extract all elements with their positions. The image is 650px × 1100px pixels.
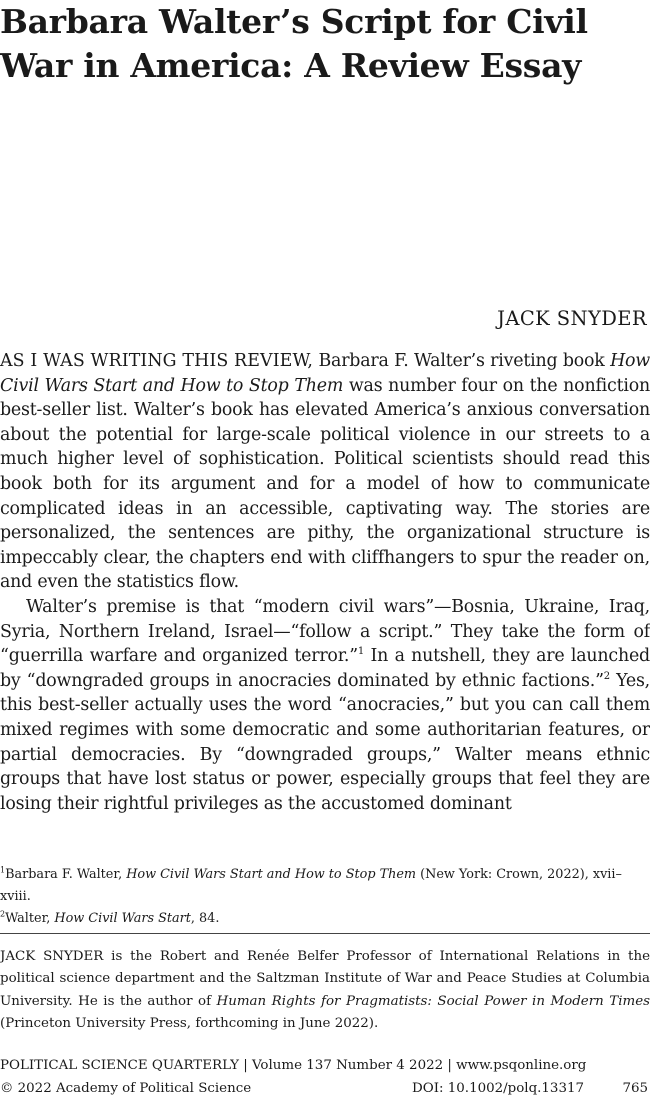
page-number: 765 xyxy=(622,1081,648,1096)
paragraph-2-text-a: Walter’s premise is that “modern civil wars”—Bosnia, Ukraine, Iraq, Syria, Northern Ireland, Israel—“follow a script.” They take the form of “guerrilla warfare and organized terror.” xyxy=(0,596,650,667)
doi-link[interactable]: DOI: 10.1002/polq.13317 xyxy=(412,1081,584,1096)
footnote-ref-1[interactable]: 1 xyxy=(357,646,365,658)
footnotes xyxy=(0,864,650,930)
paragraph-1-text-b: was number four on the nonfiction best-seller list. Walter’s book has elevated America’s anxious conversation about the potential for large-scale political violence in our streets to a much higher level of sophistication. Political scientists should read this book both for its argument and for a model of how to communicate complicated ideas in an accessible, captivating way. The stories are personalized, the sentences are pithy, the organizational structure is impeccably clear, the chapters end with cliffhangers to spur the reader on, and even the statistics flow. xyxy=(0,375,650,593)
copyright: © 2022 Academy of Political Science xyxy=(0,1081,252,1096)
footnote-2-mark: 2 xyxy=(0,909,6,919)
paragraph-1-text-a: Barbara F. Walter’s riveting book xyxy=(313,351,611,371)
article-title: Barbara Walter’s Script for Civil War in America: A Review Essay xyxy=(0,2,588,85)
paragraph-2-text-c: Yes, this best-seller actually uses the word “anocracies,” but you can call them mixed regimes with some democratic and some authoritarian features, or partial democracies. By “downgraded groups,” Walter means ethnic groups that have lost status or power, especially groups that feel they are losing their rightful privileges as the accustomed dominant xyxy=(0,670,650,814)
footnote-1 xyxy=(0,864,650,908)
footnote-1-title: How Civil Wars Start and How to Stop Them xyxy=(126,867,417,882)
footnote-2 xyxy=(0,908,650,930)
footnote-1-mark: 1 xyxy=(0,865,6,875)
lead-in-caps: AS I WAS WRITING THIS REVIEW, xyxy=(0,351,314,371)
author-bio xyxy=(0,946,650,1036)
paragraph-1 xyxy=(0,349,650,595)
book-title: How Civil Wars Start and How to Stop Them xyxy=(0,351,650,396)
footnote-2-text-b: , 84. xyxy=(190,911,220,926)
footnote-2-text-a: Walter, xyxy=(5,911,55,926)
bio-book-title: Human Rights for Pragmatists: Social Power in Modern Times xyxy=(216,993,650,1009)
footnote-ref-2[interactable]: 2 xyxy=(603,670,610,682)
bio-text-a: is the Robert and Renée Belfer Professor of International Relations in the political science department and the Saltzman Institute of War and Peace Studies at Columbia University. He is the author of xyxy=(0,949,650,1009)
bio-text-b: (Princeton University Press, forthcoming in June 2022). xyxy=(0,1016,379,1032)
author-name: JACK SNYDER xyxy=(497,307,647,330)
article-body xyxy=(0,349,650,816)
paragraph-2-text-b: In a nutshell, they are launched by “downgraded groups in anocracies dominated by ethnic factions.” xyxy=(0,646,650,691)
footnote-2-title: How Civil Wars Start xyxy=(54,911,191,926)
bio-name: JACK SNYDER xyxy=(0,949,104,964)
divider-rule xyxy=(0,933,650,934)
copyright-footer xyxy=(0,1079,650,1099)
journal-info: POLITICAL SCIENCE QUARTERLY | Volume 137 Number 4 2022 | www.psqonline.org xyxy=(0,1058,587,1073)
footnote-1-text-a: Barbara F. Walter, xyxy=(5,867,127,882)
footnote-1-text-b: (New York: Crown, 2022), xvii–xviii. xyxy=(0,867,622,904)
paragraph-2 xyxy=(0,595,650,816)
